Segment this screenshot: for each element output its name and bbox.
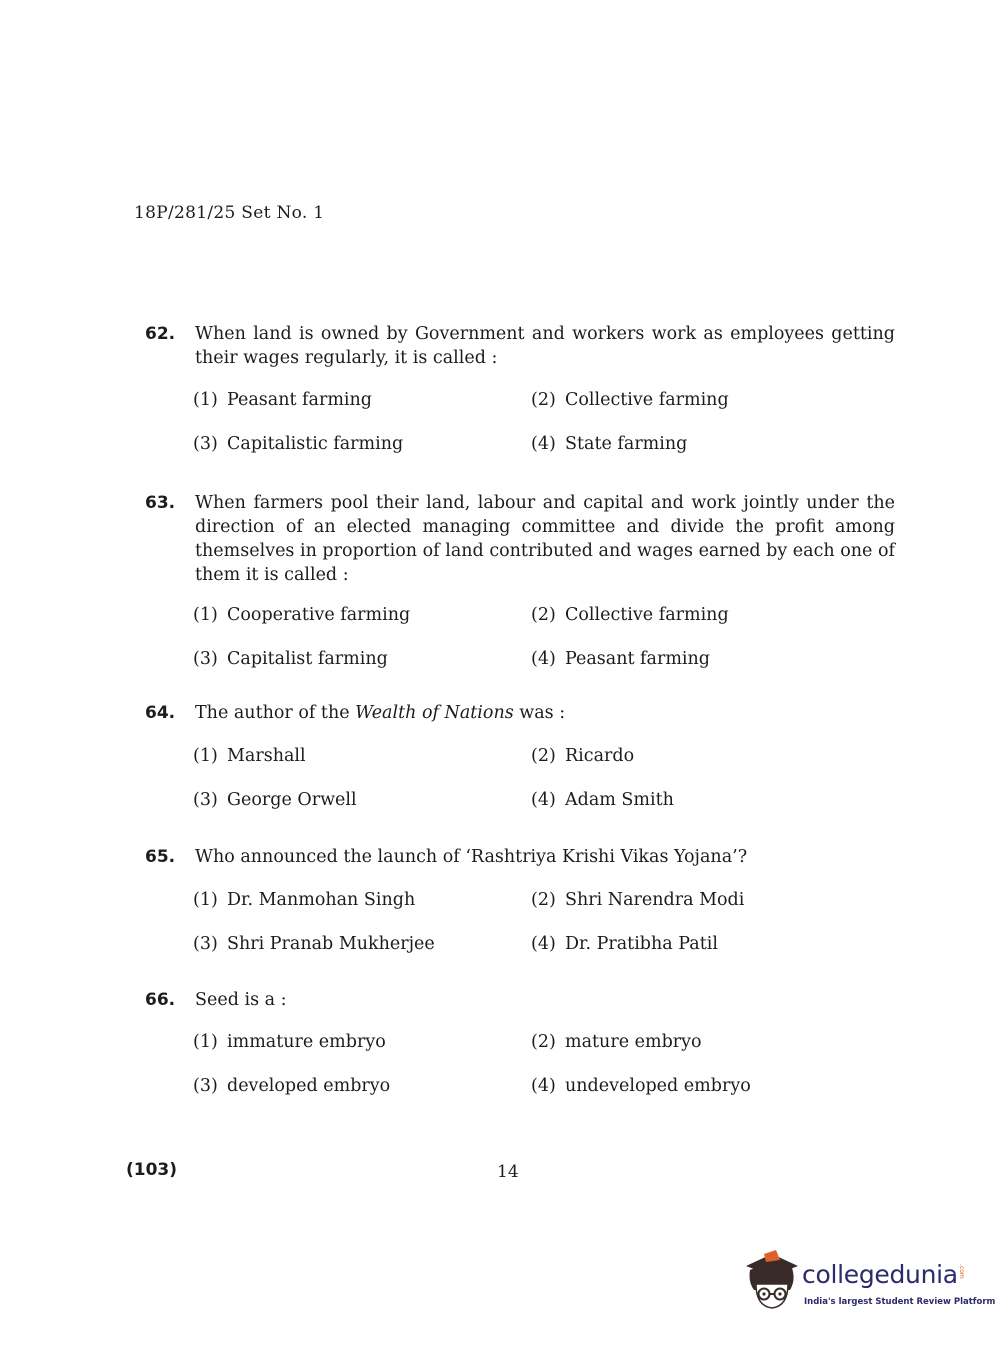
options-grid <box>193 744 753 812</box>
question-text: Who announced the launch of ‘Rashtriya Krishi Vikas Yojana’? <box>195 847 748 867</box>
option-4: (4) Dr. Pratibha Patil <box>531 934 718 954</box>
option-1: (1) Marshall <box>193 746 306 766</box>
option-2: (2) Collective farming <box>531 605 729 625</box>
mascot-icon <box>742 1250 802 1312</box>
question-number: 66. <box>145 990 176 1010</box>
question-text: When farmers pool their land, labour and capital and work jointly under the direction of an elected managing committee and divide the profit among themselves in proportion of land contributed and wages earned by each one of them it is called : <box>195 493 895 585</box>
logo-dotcom: .com <box>958 1264 965 1279</box>
options-grid <box>193 603 753 671</box>
footer-code: (103) <box>126 1160 178 1180</box>
option-3: (3) developed embryo <box>193 1076 391 1096</box>
logo-name: collegedunia <box>802 1260 958 1289</box>
option-1: (1) immature embryo <box>193 1032 386 1052</box>
option-2: (2) Ricardo <box>531 746 635 766</box>
question-number: 62. <box>145 324 176 344</box>
option-2: (2) Collective farming <box>531 390 729 410</box>
question-text: Seed is a : <box>195 990 287 1010</box>
options-grid <box>193 1030 753 1098</box>
option-1: (1) Dr. Manmohan Singh <box>193 890 416 910</box>
option-1: (1) Peasant farming <box>193 390 372 410</box>
paper-code: 18P/281/25 Set No. 1 <box>134 203 325 223</box>
option-3: (3) George Orwell <box>193 790 357 810</box>
question-number: 63. <box>145 493 176 513</box>
option-2: (2) Shri Narendra Modi <box>531 890 745 910</box>
book-title: Wealth of Nations <box>355 703 514 723</box>
collegedunia-logo[interactable] <box>742 1250 996 1320</box>
option-4: (4) State farming <box>531 434 688 454</box>
option-3: (3) Capitalist farming <box>193 649 388 669</box>
question-number: 64. <box>145 703 176 723</box>
question-number: 65. <box>145 847 176 867</box>
option-3: (3) Capitalistic farming <box>193 434 404 454</box>
option-4: (4) Adam Smith <box>531 790 674 810</box>
logo-tagline: India's largest Student Review Platform <box>804 1297 996 1307</box>
options-grid <box>193 888 753 956</box>
option-4: (4) undeveloped embryo <box>531 1076 751 1096</box>
option-4: (4) Peasant farming <box>531 649 710 669</box>
options-grid <box>193 388 753 456</box>
option-3: (3) Shri Pranab Mukherjee <box>193 934 435 954</box>
option-2: (2) mature embryo <box>531 1032 702 1052</box>
option-1: (1) Cooperative farming <box>193 605 411 625</box>
question-text: The author of the Wealth of Nations was : <box>195 703 566 723</box>
question-text: When land is owned by Government and workers work as employees getting their wages regularly, it is called : <box>195 324 895 368</box>
page-number: 14 <box>497 1162 519 1182</box>
